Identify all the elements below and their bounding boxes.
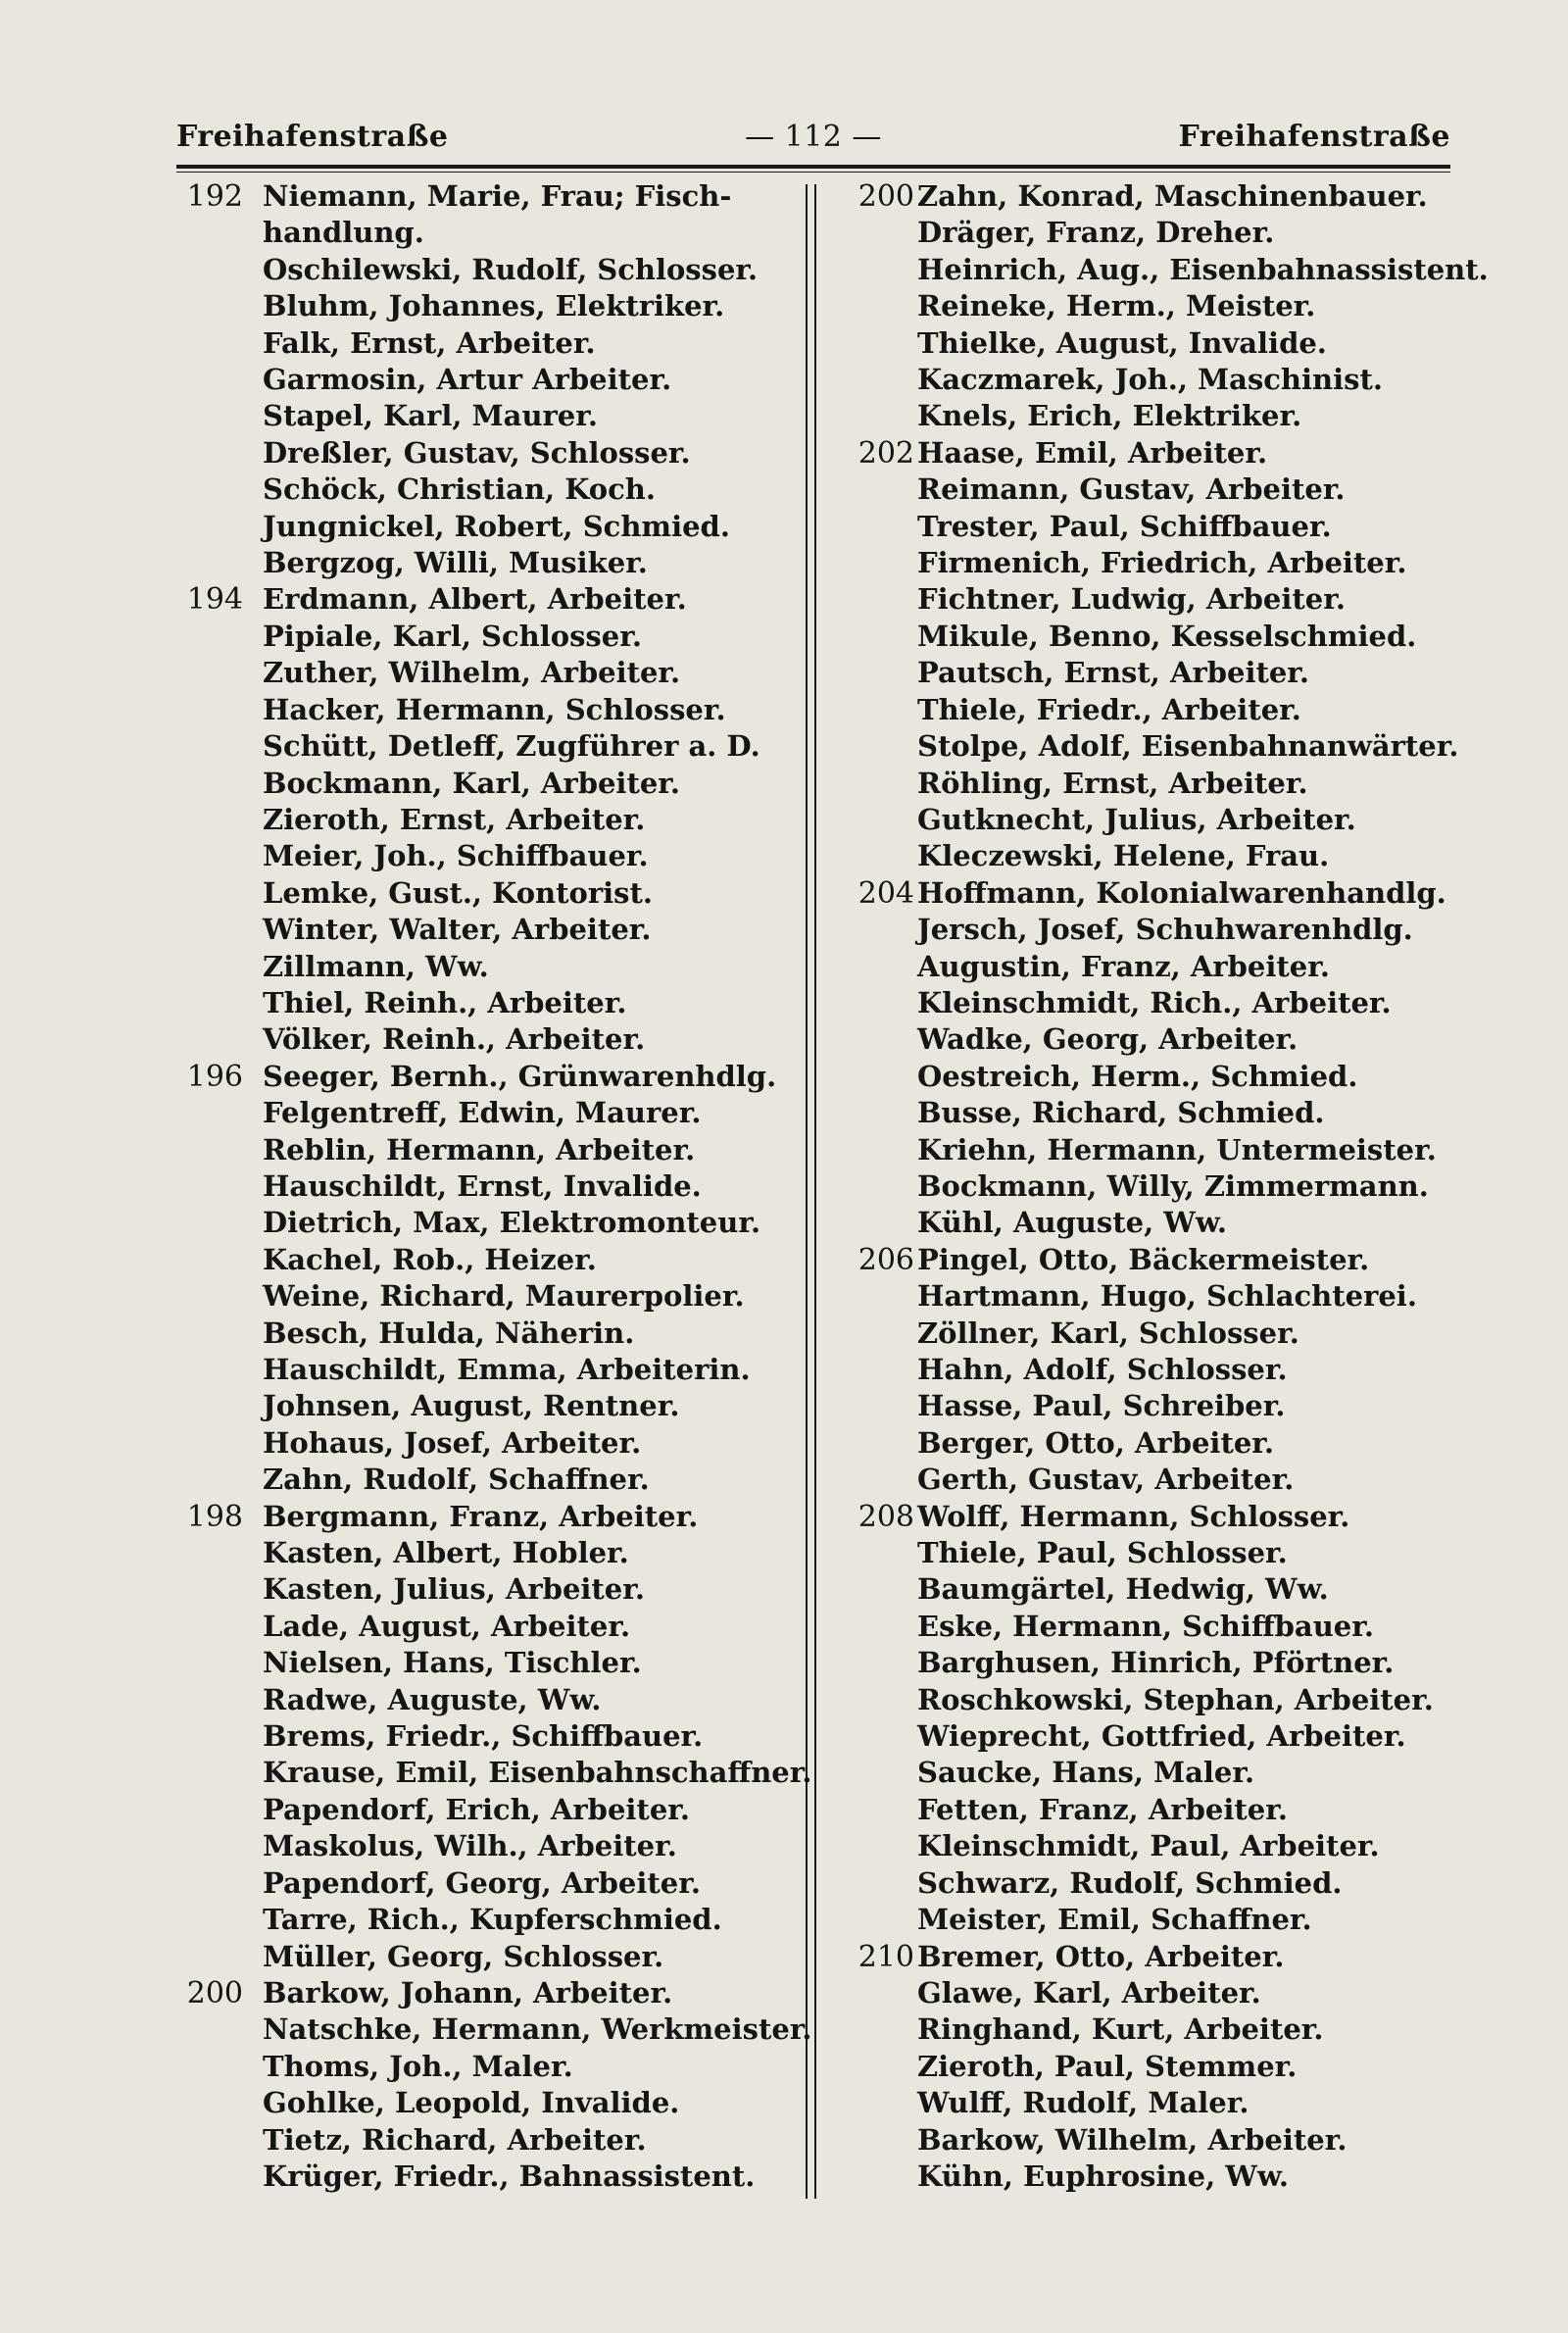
header-rule-thick xyxy=(176,165,1450,169)
resident-entry: Falk, Ernst, Arbeiter. xyxy=(263,325,596,360)
house-number-group xyxy=(176,581,794,1058)
resident-entry: Hasse, Paul, Schreiber. xyxy=(917,1389,1286,1423)
resident-list xyxy=(176,581,794,1058)
house-number: 192 xyxy=(186,179,243,214)
page-header xyxy=(176,120,1450,167)
resident-list xyxy=(176,178,794,581)
resident-list xyxy=(831,435,1458,875)
house-number-group xyxy=(831,875,1458,1242)
resident-entry: Kaczmarek, Joh., Maschinist. xyxy=(917,363,1383,397)
house-number-group xyxy=(176,178,794,581)
house-number: 206 xyxy=(858,1242,914,1277)
resident-entry: Hoffmann, Kolonialwarenhandlg. xyxy=(917,875,1446,910)
resident-list xyxy=(831,875,1458,1242)
resident-entry: Hauschildt, Emma, Arbeiterin. xyxy=(263,1353,751,1386)
resident-entry: Kleinschmidt, Rich., Arbeiter. xyxy=(917,985,1392,1019)
resident-entry: handlung. xyxy=(263,216,424,250)
resident-entry: Zöllner, Karl, Schlosser. xyxy=(917,1315,1299,1350)
resident-entry: Trester, Paul, Schiffbauer. xyxy=(917,509,1332,543)
header-street-right: Freihafenstraße xyxy=(1178,120,1450,154)
resident-entry: Kleinschmidt, Paul, Arbeiter. xyxy=(917,1829,1380,1863)
resident-entry: Bockmann, Karl, Arbeiter. xyxy=(263,766,681,800)
resident-entry: Hahn, Adolf, Schlosser. xyxy=(917,1353,1288,1386)
resident-entry: Busse, Richard, Schmied. xyxy=(917,1096,1325,1130)
resident-entry: Roschkowski, Stephan, Arbeiter. xyxy=(917,1682,1434,1716)
resident-entry: Pingel, Otto, Bäckermeister. xyxy=(917,1242,1370,1276)
resident-entry: Wolff, Hermann, Schlosser. xyxy=(917,1499,1350,1533)
resident-entry: Kriehn, Hermann, Untermeister. xyxy=(917,1132,1437,1166)
resident-entry: Bergmann, Franz, Arbeiter. xyxy=(263,1499,699,1533)
house-number: 202 xyxy=(858,435,914,471)
resident-entry: Haase, Emil, Arbeiter. xyxy=(917,435,1268,470)
resident-entry: Bockmann, Willy, Zimmermann. xyxy=(917,1168,1429,1203)
resident-entry: Jungnickel, Robert, Schmied. xyxy=(263,509,730,543)
resident-entry: Hohaus, Josef, Arbeiter. xyxy=(263,1425,642,1460)
left-column xyxy=(176,178,812,2195)
resident-entry: Augustin, Franz, Arbeiter. xyxy=(917,949,1330,983)
resident-entry: Wieprecht, Gottfried, Arbeiter. xyxy=(917,1719,1406,1754)
resident-entry: Lemke, Gust., Kontorist. xyxy=(263,875,653,910)
column-divider-line xyxy=(814,184,816,2199)
resident-entry: Schöck, Christian, Koch. xyxy=(263,472,656,507)
resident-entry: Schwarz, Rudolf, Schmied. xyxy=(917,1865,1343,1900)
resident-entry: Maskolus, Wilh., Arbeiter. xyxy=(263,1829,677,1863)
resident-entry: Reblin, Hermann, Arbeiter. xyxy=(263,1132,696,1166)
resident-entry: Fichtner, Ludwig, Arbeiter. xyxy=(917,582,1346,617)
resident-entry: Dreßler, Gustav, Schlosser. xyxy=(263,435,691,470)
resident-entry: Natschke, Hermann, Werkmeister. xyxy=(263,2012,812,2047)
house-number: 200 xyxy=(858,179,914,214)
resident-entry: Zuther, Wilhelm, Arbeiter. xyxy=(263,656,681,690)
resident-entry: Völker, Reinh., Arbeiter. xyxy=(263,1022,646,1057)
house-number-group xyxy=(831,1939,1458,2196)
resident-entry: Zieroth, Ernst, Arbeiter. xyxy=(263,802,646,836)
resident-entry: Meier, Joh., Schiffbauer. xyxy=(263,839,649,873)
resident-entry: Eske, Hermann, Schiffbauer. xyxy=(917,1609,1374,1643)
resident-entry: Johnsen, August, Rentner. xyxy=(263,1389,680,1423)
resident-entry: Felgentreff, Edwin, Maurer. xyxy=(263,1096,702,1130)
resident-entry: Tietz, Richard, Arbeiter. xyxy=(263,2122,647,2157)
resident-entry: Barkow, Wilhelm, Arbeiter. xyxy=(917,2122,1348,2157)
resident-entry: Bergzog, Willi, Musiker. xyxy=(263,546,648,580)
header-rule-thin xyxy=(176,172,1450,173)
house-number: 194 xyxy=(186,582,243,618)
resident-entry: Dräger, Franz, Dreher. xyxy=(917,216,1275,250)
page-number: — 112 — xyxy=(745,120,882,154)
resident-entry: Kasten, Julius, Arbeiter. xyxy=(263,1572,645,1607)
resident-entry: Niemann, Marie, Frau; Fisch- xyxy=(263,179,732,213)
resident-entry: Gerth, Gustav, Arbeiter. xyxy=(917,1463,1295,1497)
resident-entry: Krüger, Friedr., Bahnassistent. xyxy=(263,2159,756,2193)
resident-entry: Besch, Hulda, Näherin. xyxy=(263,1315,635,1350)
resident-entry: Weine, Richard, Maurerpolier. xyxy=(263,1279,745,1314)
resident-entry: Glawe, Karl, Arbeiter. xyxy=(917,1975,1261,2010)
house-number-group xyxy=(831,1242,1458,1499)
resident-entry: Bremer, Otto, Arbeiter. xyxy=(917,1939,1285,1973)
resident-list xyxy=(831,1242,1458,1499)
resident-entry: Barghusen, Hinrich, Pförtner. xyxy=(917,1646,1395,1680)
resident-entry: Hacker, Hermann, Schlosser. xyxy=(263,692,726,726)
resident-entry: Reimann, Gustav, Arbeiter. xyxy=(917,472,1346,507)
resident-list xyxy=(831,1499,1458,1939)
resident-entry: Pipiale, Karl, Schlosser. xyxy=(263,619,642,653)
resident-entry: Zahn, Konrad, Maschinenbauer. xyxy=(917,179,1428,213)
house-number: 200 xyxy=(186,1975,243,2010)
resident-entry: Wadke, Georg, Arbeiter. xyxy=(917,1022,1298,1057)
resident-list xyxy=(176,1059,794,1499)
header-street-left: Freihafenstraße xyxy=(176,120,449,154)
resident-entry: Seeger, Bernh., Grünwarenhdlg. xyxy=(263,1059,777,1093)
resident-entry: Oschilewski, Rudolf, Schlosser. xyxy=(263,252,759,286)
resident-entry: Knels, Erich, Elektriker. xyxy=(917,399,1302,433)
resident-entry: Kachel, Rob., Heizer. xyxy=(263,1242,597,1276)
resident-entry: Dietrich, Max, Elektromonteur. xyxy=(263,1206,761,1240)
resident-list xyxy=(831,1939,1458,2196)
resident-entry: Hartmann, Hugo, Schlachterei. xyxy=(917,1279,1417,1314)
resident-entry: Ringhand, Kurt, Arbeiter. xyxy=(917,2012,1324,2047)
resident-entry: Pautsch, Ernst, Arbeiter. xyxy=(917,656,1310,690)
resident-entry: Gutknecht, Julius, Arbeiter. xyxy=(917,802,1356,836)
resident-entry: Tarre, Rich., Kupferschmied. xyxy=(263,1903,722,1937)
house-number-group xyxy=(176,1975,812,2195)
resident-entry: Gohlke, Leopold, Invalide. xyxy=(263,2086,680,2120)
resident-entry: Zahn, Rudolf, Schaffner. xyxy=(263,1463,650,1497)
resident-entry: Papendorf, Georg, Arbeiter. xyxy=(263,1865,701,1900)
resident-entry: Erdmann, Albert, Arbeiter. xyxy=(263,582,687,617)
resident-entry: Nielsen, Hans, Tischler. xyxy=(263,1646,642,1680)
resident-entry: Stapel, Karl, Maurer. xyxy=(263,399,598,433)
resident-entry: Thiele, Paul, Schlosser. xyxy=(917,1536,1288,1570)
resident-entry: Zieroth, Paul, Stemmer. xyxy=(917,2049,1298,2083)
resident-entry: Stolpe, Adolf, Eisenbahnanwärter. xyxy=(917,729,1459,764)
resident-entry: Thoms, Joh., Maler. xyxy=(263,2049,573,2083)
resident-entry: Meister, Emil, Schaffner. xyxy=(917,1903,1312,1937)
resident-entry: Kasten, Albert, Hobler. xyxy=(263,1536,629,1570)
resident-entry: Schütt, Detleff, Zugführer a. D. xyxy=(263,729,760,764)
resident-entry: Heinrich, Aug., Eisenbahnassistent. xyxy=(917,252,1489,286)
resident-entry: Kleczewski, Helene, Frau. xyxy=(917,839,1330,873)
resident-entry: Thiele, Friedr., Arbeiter. xyxy=(917,692,1301,726)
resident-entry: Kühl, Auguste, Ww. xyxy=(917,1206,1227,1240)
house-number-group xyxy=(176,1059,794,1499)
resident-entry: Lade, August, Arbeiter. xyxy=(263,1609,631,1643)
resident-entry: Müller, Georg, Schlosser. xyxy=(263,1939,664,1973)
resident-entry: Krause, Emil, Eisenbahnschaffner. xyxy=(263,1756,812,1790)
resident-list xyxy=(176,1975,812,2195)
resident-entry: Radwe, Auguste, Ww. xyxy=(263,1682,602,1716)
resident-entry: Brems, Friedr., Schiffbauer. xyxy=(263,1719,704,1754)
resident-entry: Oestreich, Herm., Schmied. xyxy=(917,1059,1358,1093)
resident-entry: Barkow, Johann, Arbeiter. xyxy=(263,1975,673,2010)
house-number: 210 xyxy=(858,1939,914,1974)
house-number: 196 xyxy=(186,1059,243,1094)
resident-entry: Garmosin, Artur Arbeiter. xyxy=(263,363,672,397)
resident-entry: Baumgärtel, Hedwig, Ww. xyxy=(917,1572,1329,1607)
resident-entry: Mikule, Benno, Kesselschmied. xyxy=(917,619,1417,653)
house-number-group xyxy=(831,435,1458,875)
house-number-group xyxy=(831,1499,1458,1939)
resident-entry: Kühn, Euphrosine, Ww. xyxy=(917,2159,1289,2193)
resident-entry: Thielke, August, Invalide. xyxy=(917,325,1327,360)
house-number: 204 xyxy=(858,875,914,911)
resident-list xyxy=(176,1499,812,1975)
resident-entry: Fetten, Franz, Arbeiter. xyxy=(917,1792,1288,1826)
column-divider-line xyxy=(806,184,808,2199)
resident-entry: Jersch, Josef, Schuhwarenhdlg. xyxy=(917,913,1413,947)
resident-entry: Papendorf, Erich, Arbeiter. xyxy=(263,1792,690,1826)
right-column xyxy=(831,178,1489,2195)
house-number-group xyxy=(176,1499,812,1975)
resident-entry: Hauschildt, Ernst, Invalide. xyxy=(263,1168,702,1203)
resident-entry: Saucke, Hans, Maler. xyxy=(917,1756,1255,1790)
house-number: 208 xyxy=(858,1499,914,1534)
house-number-group xyxy=(831,178,1489,435)
resident-entry: Reineke, Herm., Meister. xyxy=(917,289,1316,323)
resident-entry: Winter, Walter, Arbeiter. xyxy=(263,913,652,947)
resident-entry: Berger, Otto, Arbeiter. xyxy=(917,1425,1275,1460)
resident-list xyxy=(831,178,1489,435)
resident-entry: Thiel, Reinh., Arbeiter. xyxy=(263,985,627,1019)
house-number: 198 xyxy=(186,1499,243,1534)
resident-entry: Röhling, Ernst, Arbeiter. xyxy=(917,766,1308,800)
resident-entry: Firmenich, Friedrich, Arbeiter. xyxy=(917,546,1407,580)
resident-entry: Bluhm, Johannes, Elektriker. xyxy=(263,289,725,323)
resident-entry: Wulff, Rudolf, Maler. xyxy=(917,2086,1250,2120)
resident-entry: Zillmann, Ww. xyxy=(263,949,489,983)
